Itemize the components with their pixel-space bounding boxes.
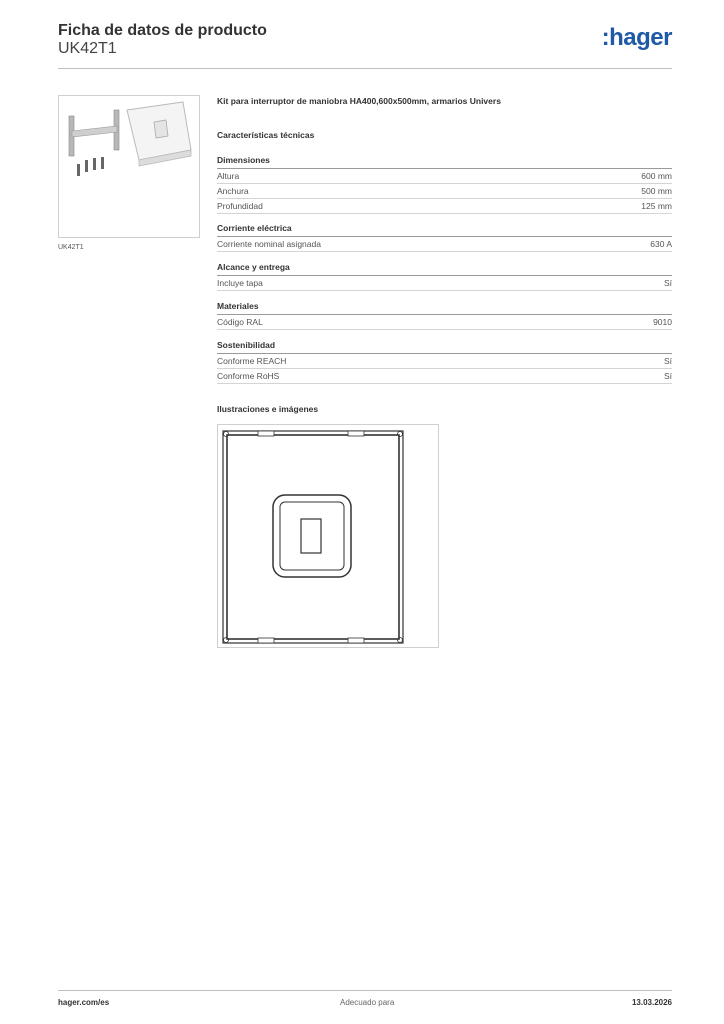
spec-group-title: Dimensiones bbox=[217, 155, 672, 169]
spec-group-title: Sostenibilidad bbox=[217, 340, 672, 354]
spec-group-title: Corriente eléctrica bbox=[217, 223, 672, 237]
spec-row bbox=[217, 276, 672, 291]
spec-label: Conforme RoHS bbox=[217, 371, 280, 381]
spec-label: Anchura bbox=[217, 186, 249, 196]
spec-row bbox=[217, 237, 672, 252]
spec-label: Código RAL bbox=[217, 317, 263, 327]
footer-date: 13.03.2026 bbox=[631, 998, 672, 1007]
product-reference: UK42T1 bbox=[58, 40, 117, 57]
spec-label: Conforme REACH bbox=[217, 356, 287, 366]
spec-value: 500 mm bbox=[641, 186, 672, 196]
spec-value: Sí bbox=[663, 371, 672, 381]
spec-value: 125 mm bbox=[641, 201, 672, 211]
spec-value: Sí bbox=[663, 278, 672, 288]
cover-plate-drawing bbox=[218, 425, 438, 647]
spec-label: Corriente nominal asignada bbox=[217, 239, 321, 249]
spec-group-title: Materiales bbox=[217, 301, 672, 315]
spec-label: Altura bbox=[217, 171, 240, 181]
thumbnail-caption: UK42T1 bbox=[58, 244, 84, 251]
spec-value: Sí bbox=[663, 356, 672, 366]
spec-row bbox=[217, 369, 672, 384]
spec-group-dimensions bbox=[217, 155, 672, 214]
spec-group-sustainability bbox=[217, 340, 672, 384]
spec-group-title: Alcance y entrega bbox=[217, 262, 672, 276]
spec-row bbox=[217, 354, 672, 369]
spec-value: 630 A bbox=[650, 239, 672, 249]
header-divider bbox=[58, 68, 672, 69]
illustrations-heading: Ilustraciones e imágenes bbox=[217, 404, 319, 414]
footer-website-link[interactable]: hager.com/es bbox=[58, 998, 110, 1007]
spec-row bbox=[217, 184, 672, 199]
hager-logo: :hager bbox=[601, 24, 672, 51]
product-description: Kit para interruptor de maniobra HA400,600x500mm, armarios Univers bbox=[217, 96, 501, 106]
spec-label: Profundidad bbox=[217, 201, 263, 211]
spec-group-scope-delivery bbox=[217, 262, 672, 291]
spec-value: 9010 bbox=[653, 317, 672, 327]
spec-group-materials bbox=[217, 301, 672, 330]
spec-row bbox=[217, 199, 672, 214]
spec-label: Incluye tapa bbox=[217, 278, 263, 288]
product-thumbnail bbox=[58, 95, 200, 238]
document-title: Ficha de datos de producto bbox=[58, 22, 267, 39]
footer-note: Adecuado para bbox=[340, 998, 395, 1007]
technical-drawing bbox=[217, 424, 439, 648]
page-header bbox=[58, 20, 672, 70]
footer-divider bbox=[58, 990, 672, 991]
technical-characteristics-heading: Características técnicas bbox=[217, 130, 315, 140]
product-photo-illustration bbox=[59, 96, 199, 237]
spec-row bbox=[217, 315, 672, 330]
spec-value: 600 mm bbox=[641, 171, 672, 181]
spec-row bbox=[217, 169, 672, 184]
spec-group-electric-current bbox=[217, 223, 672, 252]
product-details bbox=[217, 96, 672, 414]
